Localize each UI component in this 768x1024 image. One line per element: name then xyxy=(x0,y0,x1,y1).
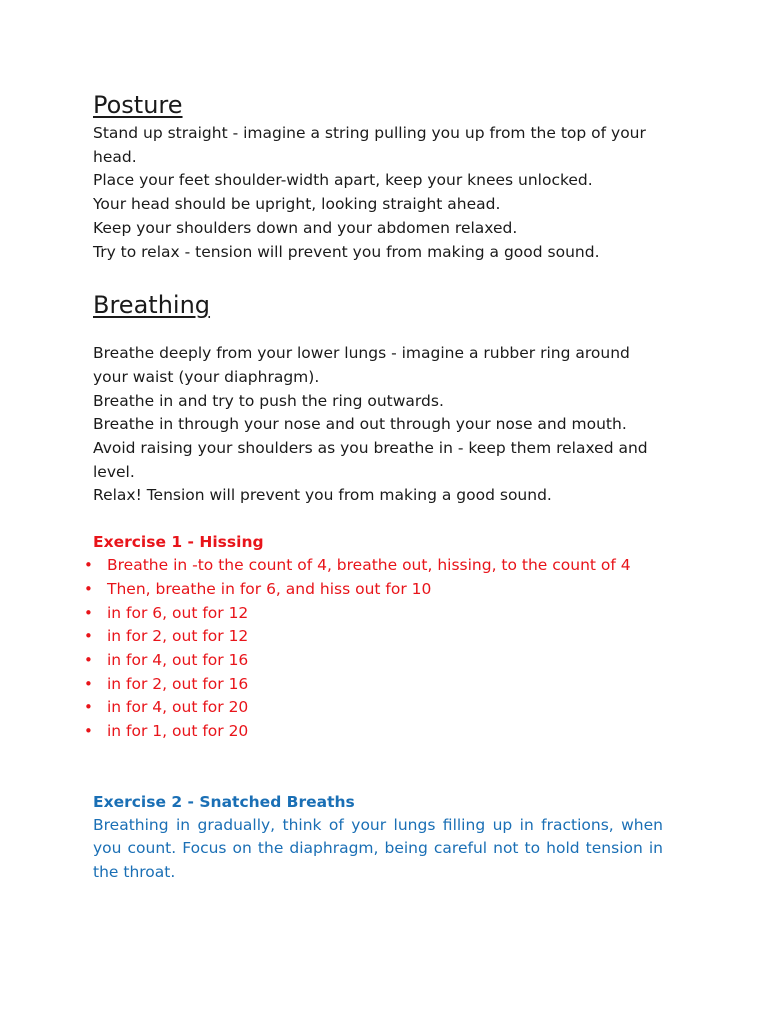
breathing-section xyxy=(93,342,663,508)
posture-line: Keep your shoulders down and your abdomen relaxed. xyxy=(93,218,518,237)
list-item-text: in for 6, out for 12 xyxy=(107,603,249,622)
list-item-text: in for 2, out for 12 xyxy=(107,627,249,646)
posture-line: Try to relax - tension will prevent you from making a good sound. xyxy=(93,242,600,261)
document-page xyxy=(84,88,663,885)
exercise-2-heading: Exercise 2 - Snatched Breaths xyxy=(93,792,355,811)
exercise-2-text: Breathing in gradually, think of your lungs filling up in fractions, when you count. Focus on the diaphragm, being careful not to hold tension in the throat. xyxy=(93,815,663,882)
list-item xyxy=(84,554,663,578)
bullet-icon: • xyxy=(84,603,93,622)
exercise-1-list xyxy=(84,554,663,744)
list-item xyxy=(84,578,663,602)
breathing-heading: Breathing xyxy=(93,291,211,320)
breathing-line: Breathe in through your nose and out through your nose and mouth. xyxy=(93,415,627,434)
exercise-1-heading: Exercise 1 - Hissing xyxy=(93,533,264,552)
bullet-icon: • xyxy=(84,556,93,575)
bullet-icon: • xyxy=(84,579,93,598)
list-item xyxy=(84,696,663,720)
posture-line: Stand up straight - imagine a string pulling you up from the top of your head. xyxy=(93,124,646,166)
bullet-icon: • xyxy=(84,627,93,646)
list-item-text: in for 1, out for 20 xyxy=(107,722,249,741)
bullet-icon: • xyxy=(84,698,93,717)
bullet-icon: • xyxy=(84,674,93,693)
posture-line: Place your feet shoulder-width apart, keep your knees unlocked. xyxy=(93,171,593,190)
posture-heading: Posture xyxy=(93,91,183,119)
breathing-line: Breathe in and try to push the ring outwards. xyxy=(93,391,444,410)
posture-line: Your head should be upright, looking straight ahead. xyxy=(93,195,501,214)
list-item xyxy=(84,673,663,697)
list-item-text: in for 4, out for 16 xyxy=(107,650,249,669)
list-item-text: in for 4, out for 20 xyxy=(107,698,249,717)
posture-section xyxy=(93,122,663,264)
breathing-line: Avoid raising your shoulders as you breathe in - keep them relaxed and level. xyxy=(93,439,648,481)
list-item-text: Then, breathe in for 6, and hiss out for 10 xyxy=(107,579,432,598)
list-item xyxy=(84,649,663,673)
breathing-line: Breathe deeply from your lower lungs - imagine a rubber ring around your waist (your diaphragm). xyxy=(93,344,630,386)
breathing-line: Relax! Tension will prevent you from making a good sound. xyxy=(93,486,552,505)
list-item xyxy=(84,720,663,744)
bullet-icon: • xyxy=(84,722,93,741)
bullet-icon: • xyxy=(84,650,93,669)
list-item-text: in for 2, out for 16 xyxy=(107,674,249,693)
list-item xyxy=(84,625,663,649)
list-item xyxy=(84,602,663,626)
list-item-text: Breathe in -to the count of 4, breathe out, hissing, to the count of 4 xyxy=(107,556,631,575)
